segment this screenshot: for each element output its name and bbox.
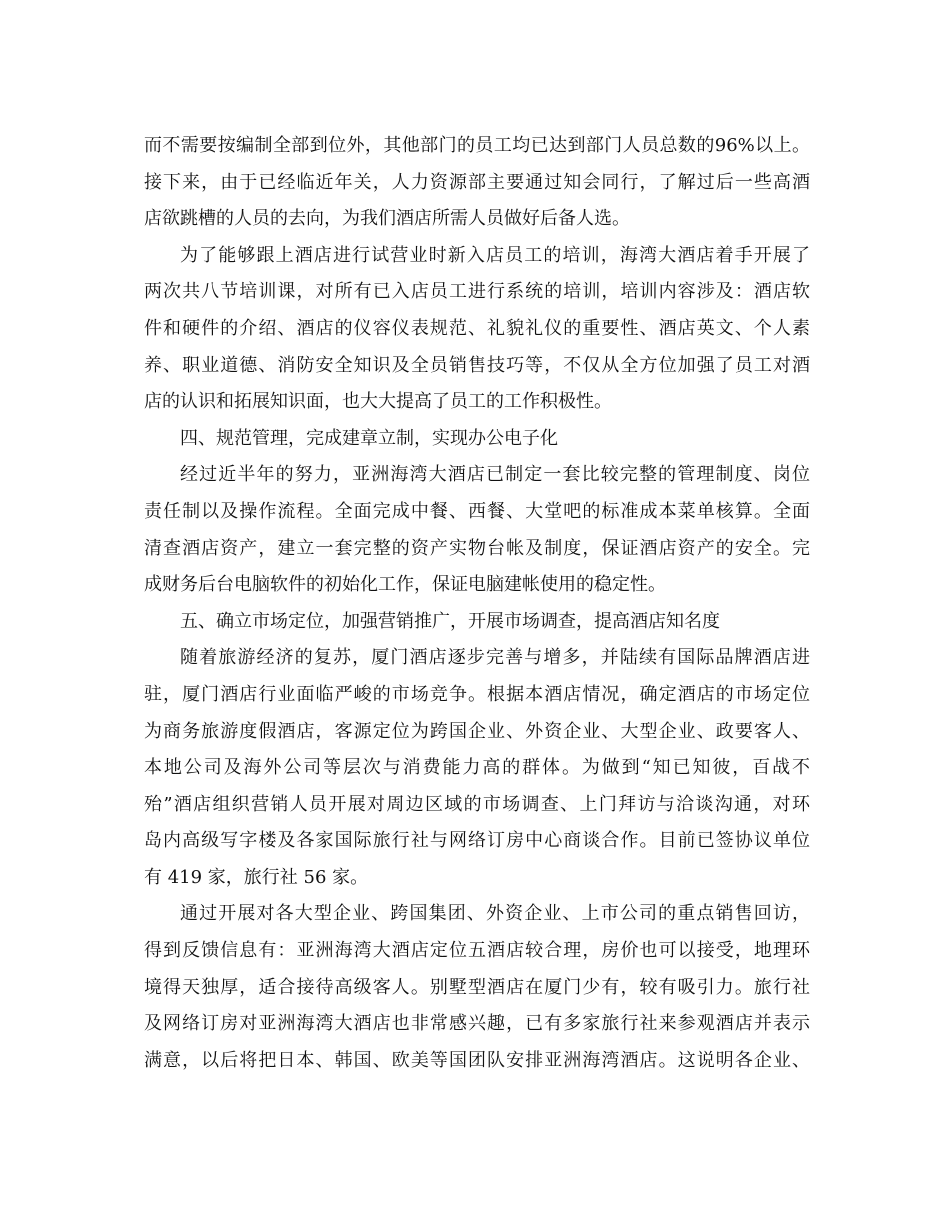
text-line: 责任制以及操作流程。全面完成中餐、西餐、大堂吧的标准成本菜单核算。全面	[144, 500, 810, 522]
text-line: 养、职业道德、消防安全知识及全员销售技巧等，不仅从全方位加强了员工对酒	[144, 354, 810, 376]
paragraph-first-line: 经过近半年的努力，亚洲海湾大酒店已制定一套比较完整的管理制度、岗位	[180, 464, 810, 486]
text-line: 清查酒店资产，建立一套完整的资产实物台帐及制度，保证酒店资产的安全。完	[144, 537, 810, 559]
paragraph-first-line: 通过开展对各大型企业、跨国集团、外资企业、上市公司的重点销售回访，	[180, 903, 810, 925]
text-line: 店的认识和拓展知识面，也大大提高了员工的工作积极性。	[144, 391, 612, 413]
text-line: 两次共八节培训课，对所有已入店员工进行系统的培训，培训内容涉及：酒店软	[144, 281, 810, 303]
text-line: 为商务旅游度假酒店，客源定位为跨国企业、外资企业、大型企业、政要客人、	[144, 720, 810, 742]
text-line: 得到反馈信息有：亚洲海湾大酒店定位五酒店较合理，房价也可以接受，地理环	[144, 940, 810, 962]
paragraph-first-line: 随着旅游经济的复苏，厦门酒店逐步完善与增多，并陆续有国际品牌酒店进	[180, 647, 810, 669]
document-body	[144, 128, 810, 1079]
paragraph-first-line: 五、确立市场定位，加强营销推广，开展市场调查，提高酒店知名度	[180, 610, 720, 632]
paragraph-first-line: 四、规范管理，完成建章立制，实现办公电子化	[180, 427, 558, 449]
text-line: 及网络订房对亚洲海湾大酒店也非常感兴趣，已有多家旅行社来参观酒店并表示	[144, 1013, 810, 1035]
text-line: 境得天独厚，适合接待高级客人。别墅型酒店在厦门少有，较有吸引力。旅行社	[144, 976, 810, 998]
text-line: 件和硬件的介绍、酒店的仪容仪表规范、礼貌礼仪的重要性、酒店英文、个人素	[144, 317, 810, 339]
text-line: 而不需要按编制全部到位外，其他部门的员工均已达到部门人员总数的96%以上。	[144, 135, 810, 156]
text-line: 有 419 家，旅行社 56 家。	[144, 866, 369, 888]
text-line: 店欲跳槽的人员的去向，为我们酒店所需人员做好后备人选。	[144, 208, 630, 230]
paragraph-first-line: 为了能够跟上酒店进行试营业时新入店员工的培训，海湾大酒店着手开展了	[180, 244, 810, 266]
text-line: 驻，厦门酒店行业面临严峻的市场竞争。根据本酒店情况，确定酒店的市场定位	[144, 683, 810, 705]
text-line: 接下来，由于已经临近年关，人力资源部主要通过知会同行，了解过后一些高酒	[144, 171, 810, 193]
text-line: 成财务后台电脑软件的初始化工作，保证电脑建帐使用的稳定性。	[144, 574, 666, 596]
text-line: 满意，以后将把日本、韩国、欧美等国团队安排亚洲海湾酒店。这说明各企业、	[144, 1049, 810, 1071]
text-line: 岛内高级写字楼及各家国际旅行社与网络订房中心商谈合作。目前已签协议单位	[144, 830, 810, 852]
text-line: 殆”酒店组织营销人员开展对周边区域的市场调查、上门拜访与洽谈沟通，对环	[144, 793, 810, 815]
text-line: 本地公司及海外公司等层次与消费能力高的群体。为做到“知已知彼，百战不	[144, 757, 810, 779]
